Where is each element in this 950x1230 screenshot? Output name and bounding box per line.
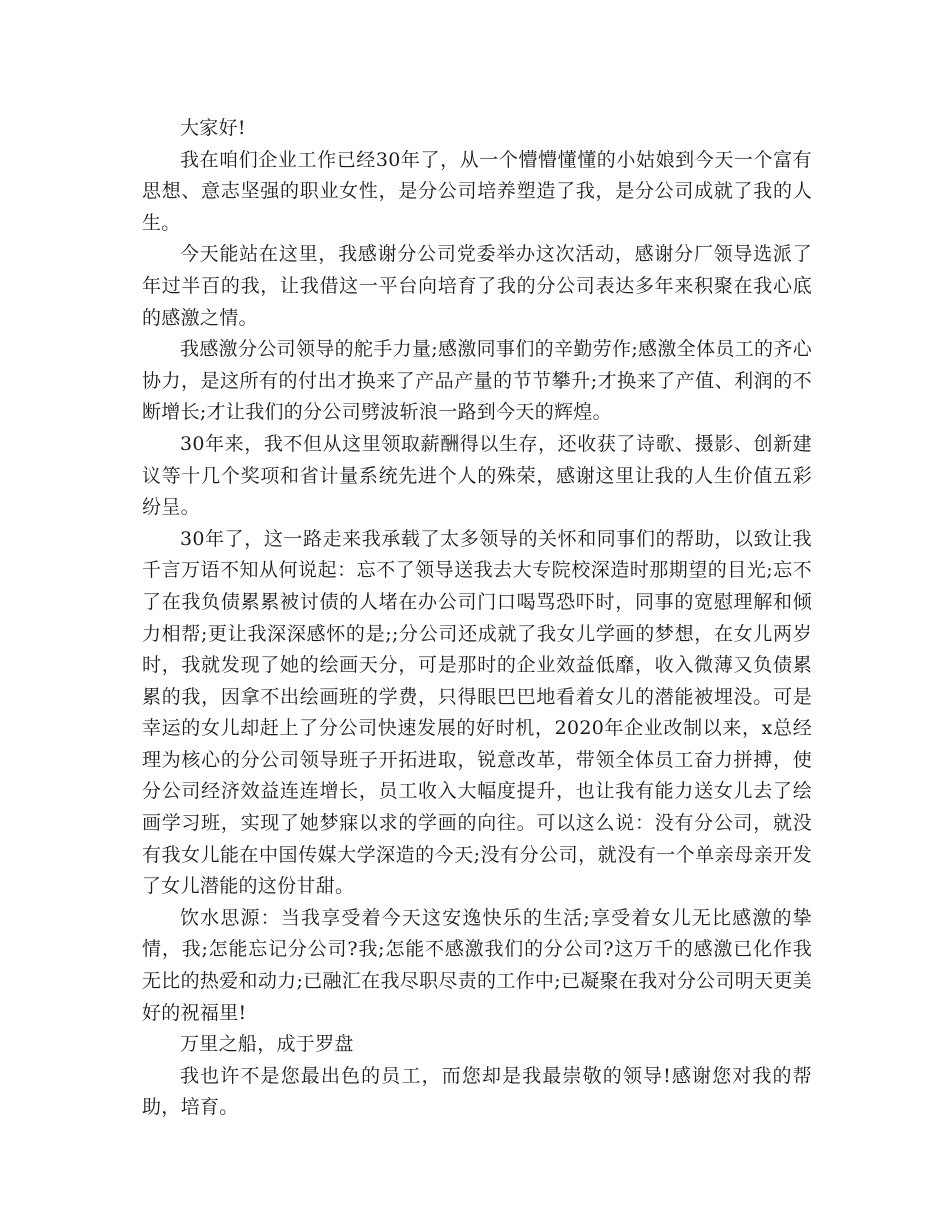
body-paragraph: 我在咱们企业工作已经30年了，从一个懵懵懂懂的小姑娘到今天一个富有思想、意志坚强的职业女性，是分公司培养塑造了我，是分公司成就了我的人生。: [142, 148, 812, 234]
body-paragraph: 饮水思源：当我享受着今天这安逸快乐的生活;享受着女儿无比感激的挚情，我;怎能忘记分公司?我;怎能不感激我们的分公司?这万千的感激已化作我无比的热爱和动力;已融汇在我尽职尽责的工作中;已凝聚在我对分公司明天更美好的祝福里!: [142, 906, 812, 1024]
greeting-paragraph: 大家好!: [180, 117, 246, 139]
body-paragraph: 万里之船，成于罗盘: [180, 1033, 354, 1056]
closing-paragraph: 我也许不是您最出色的员工，而您却是我最崇敬的领导!感谢您对我的帮助，培育。: [142, 1064, 812, 1119]
body-paragraph: 我感激分公司领导的舵手力量;感激同事们的辛勤劳作;感激全体员工的齐心协力，是这所有的付出才换来了产品产量的节节攀升;才换来了产值、利润的不断增长;才让我们的分公司劈波斩浪一路到今天的辉煌。: [142, 338, 812, 424]
document-body: [142, 113, 812, 1124]
body-paragraph: 30年来，我不但从这里领取薪酬得以生存，还收获了诗歌、摄影、创新建议等十几个奖项和省计量系统先进个人的殊荣，感谢这里让我的人生价值五彩纷呈。: [142, 432, 812, 519]
body-paragraph: 今天能站在这里，我感谢分公司党委举办这次活动，感谢分厂领导选派了年过半百的我，让我借这一平台向培育了我的分公司表达多年来积聚在我心底的感激之情。: [142, 243, 812, 329]
body-paragraph: 30年了，这一路走来我承载了太多领导的关怀和同事们的帮助，以致让我千言万语不知从何说起：忘不了领导送我去大专院校深造时那期望的目光;忘不了在我负债累累被讨债的人堵在办公司门口喝骂恐吓时，同事的宽慰理解和倾力相帮;更让我深深感怀的是;;分公司还成就了我女儿学画的梦想，在女儿两岁时，我就发现了她的绘画天分，可是那时的企业效益低靡，收入微薄又负债累累的我，因拿不出绘画班的学费，只得眼巴巴地看着女儿的潜能被埋没。可是幸运的女儿却赶上了分公司快速发展的好时机，2020年企业改制以来，x总经理为核心的分公司领导班子开拓进取，锐意改革，带领全体员工奋力拼搏，使分公司经济效益连连增长，员工收入大幅度提升，也让我有能力送女儿去了绘画学习班，实现了她梦寐以求的学画的向往。可以这么说：没有分公司，就没有我女儿能在中国传媒大学深造的今天;没有分公司，就没有一个单亲母亲开发了女儿潜能的这份甘甜。: [142, 527, 812, 898]
